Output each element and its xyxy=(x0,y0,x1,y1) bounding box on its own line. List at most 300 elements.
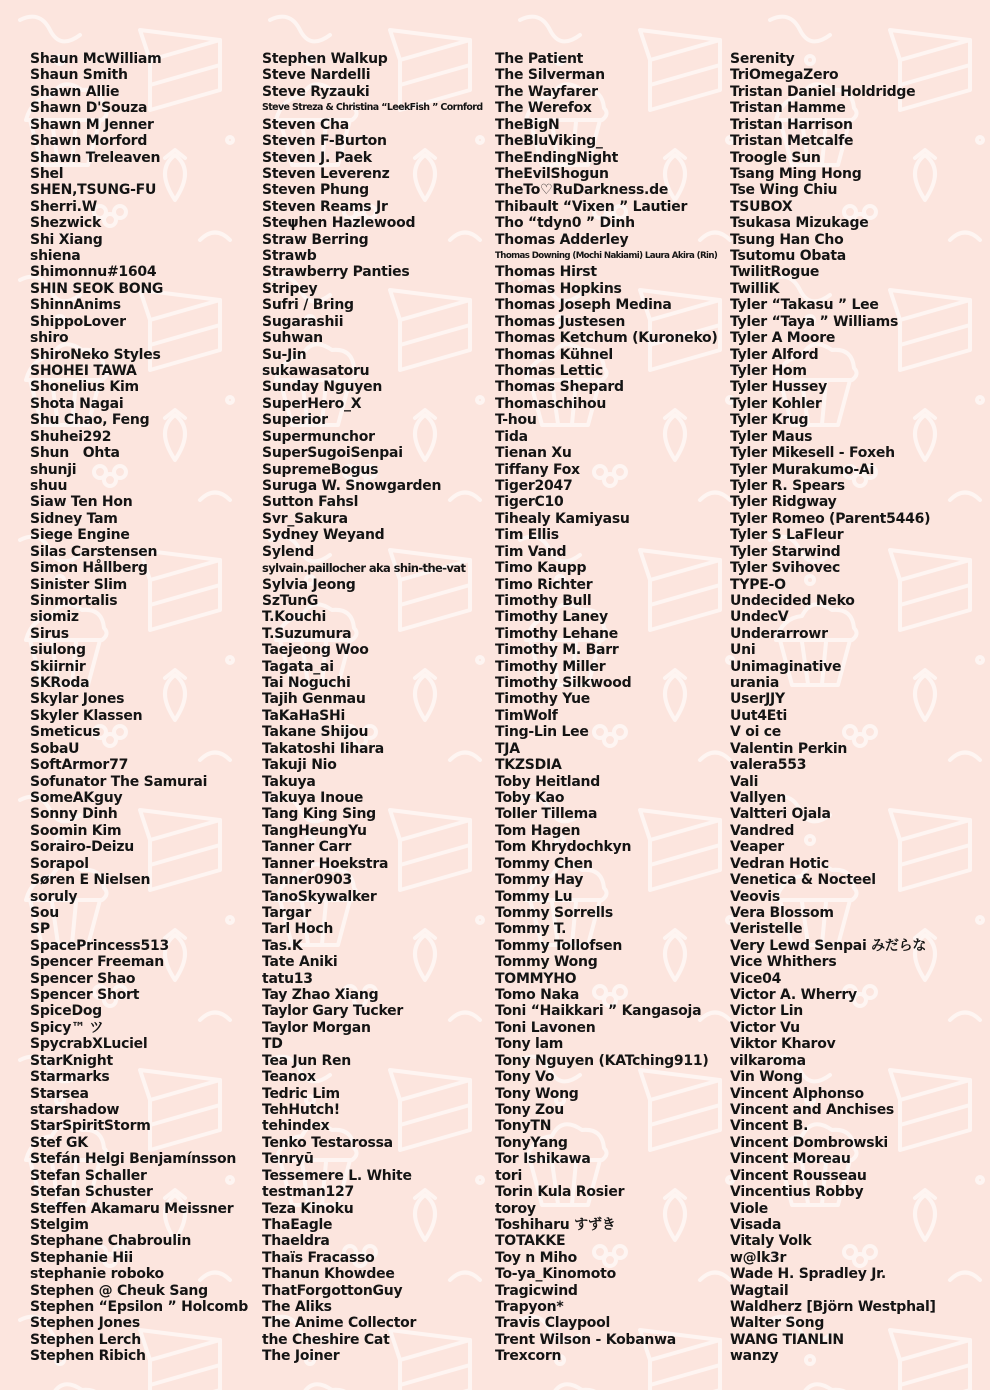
supporter-name: Straw Berring xyxy=(262,231,369,248)
supporter-name: The Joiner xyxy=(262,1348,340,1365)
supporter-name: Timothy Yue xyxy=(495,691,591,708)
supporter-name: TheEndingNight xyxy=(495,149,619,166)
supporter-name: Uni xyxy=(730,642,756,659)
supporter-name: Taylor Gary Tucker xyxy=(262,1003,404,1020)
supporter-name: Steffen Akamaru Meissner xyxy=(30,1200,234,1217)
supporter-name: Sylend xyxy=(262,543,314,560)
supporter-name: Thaeldra xyxy=(262,1233,330,1250)
supporter-name: Sherri.W xyxy=(30,198,97,215)
supporter-name: Serenity xyxy=(730,51,795,67)
supporter-name: TD xyxy=(262,1036,283,1053)
supporter-name: TKZSDIA xyxy=(495,757,562,774)
supporter-name: Tristan Harrison xyxy=(730,116,853,133)
supporter-name: siulong xyxy=(30,642,86,659)
supporter-name: Tyler Mikesell - Foxeh xyxy=(730,445,895,462)
supporter-name: Tony Nguyen (KATching911) xyxy=(495,1052,709,1069)
supporter-name: Viole xyxy=(730,1200,769,1217)
supporter-name: Trexcorn xyxy=(495,1348,562,1365)
supporter-name: SHIN SEOK BONG xyxy=(30,280,164,297)
supporter-name: Victor A. Wherry xyxy=(730,987,857,1004)
supporter-name: Stripey xyxy=(262,280,318,297)
supporter-name: Sonny Dinh xyxy=(30,806,118,823)
supporter-name: Tyler Ridgway xyxy=(730,494,837,511)
supporter-name: Spencer Shao xyxy=(30,970,136,987)
supporter-name: Steven Leverenz xyxy=(262,165,390,182)
supporter-name: Steven Phung xyxy=(262,182,369,199)
supporter-name: Shawn Allie xyxy=(30,83,120,100)
supporter-name: Tommy Sorrells xyxy=(495,904,613,921)
credits-column-4 xyxy=(730,51,986,1365)
supporter-name: siomiz xyxy=(30,609,79,626)
supporter-name: Timothy Laney xyxy=(495,609,608,626)
supporter-name: sylvain.paillocher aka shin-the-vat xyxy=(262,561,466,576)
supporter-name: SuperSugoiSenpai xyxy=(262,445,403,462)
supporter-name: Tedric Lim xyxy=(262,1085,340,1102)
supporter-name: Vedran Hotic xyxy=(730,855,829,872)
supporter-name: Smeticus xyxy=(30,724,101,741)
supporter-name: Shawn Morford xyxy=(30,133,148,150)
supporter-name: shunji xyxy=(30,461,77,478)
credits-column-2 xyxy=(262,51,488,1365)
supporter-name: sukawasatoru xyxy=(262,363,370,380)
supporter-name: Stephen Walkup xyxy=(262,51,388,67)
supporter-name: Tyler Hussey xyxy=(730,379,828,396)
supporter-name: testman127 xyxy=(262,1184,354,1201)
supporter-name: Tyler R. Spears xyxy=(730,477,845,494)
supporter-name: Spencer Short xyxy=(30,987,140,1004)
supporter-name: Suhwan xyxy=(262,330,323,347)
supporter-name: SuperHero_X xyxy=(262,395,362,412)
supporter-name: StarKnight xyxy=(30,1052,113,1069)
supporter-name: Starmarks xyxy=(30,1069,110,1086)
supporter-name: stephanie roboko xyxy=(30,1266,164,1283)
supporter-name: Veovis xyxy=(730,888,780,905)
supporter-name: Stephen Ribich xyxy=(30,1348,146,1365)
supporter-name: shiro xyxy=(30,330,69,347)
supporter-name: TangHeungYu xyxy=(262,822,367,839)
supporter-name: Spencer Freeman xyxy=(30,954,164,971)
supporter-name: Trapyon* xyxy=(495,1299,564,1316)
supporter-name: Tony Wong xyxy=(495,1085,579,1102)
supporter-name: starshadow xyxy=(30,1102,120,1118)
supporter-name: toroy xyxy=(495,1200,536,1217)
supporter-name: Vali xyxy=(730,773,759,790)
supporter-name: TYPE-O xyxy=(730,576,786,593)
supporter-name: T-hou xyxy=(495,412,537,429)
supporter-name: Victor Lin xyxy=(730,1003,803,1020)
supporter-name: Shuhei292 xyxy=(30,428,112,445)
supporter-name: TanoSkywalker xyxy=(262,888,377,905)
supporter-name: Thanun Khowdee xyxy=(262,1266,395,1283)
supporter-name: Tommy Chen xyxy=(495,855,593,872)
supporter-name: Tea Jun Ren xyxy=(262,1052,352,1069)
supporter-name: Sugarashii xyxy=(262,313,344,330)
supporter-name: Tristan Daniel Holdridge xyxy=(730,83,916,100)
supporter-name: Visada xyxy=(730,1216,782,1233)
supporter-name: TSUBOX xyxy=(730,198,793,215)
supporter-name: Tommy Tollofsen xyxy=(495,937,623,954)
supporter-name: Thaïs Fracasso xyxy=(262,1249,375,1266)
supporter-name: Tate Aniki xyxy=(262,954,338,971)
supporter-name: Teanox xyxy=(262,1069,316,1086)
supporter-name: Stelgim xyxy=(30,1216,89,1233)
supporter-name: TOTAKKE xyxy=(495,1233,566,1250)
supporter-name: Tom Hagen xyxy=(495,822,581,839)
supporter-name: WANG TIANLIN xyxy=(730,1331,844,1348)
supporter-name: shiena xyxy=(30,248,81,265)
supporter-name: Taylor Morgan xyxy=(262,1019,371,1036)
supporter-name: Tanner Carr xyxy=(262,839,352,856)
supporter-name: Vandred xyxy=(730,822,795,839)
supporter-name: Unimaginative xyxy=(730,658,842,675)
supporter-name: SpiceDog xyxy=(30,1003,102,1020)
supporter-name: Vincent Moreau xyxy=(730,1151,851,1168)
supporter-name: Tony Zou xyxy=(495,1102,565,1118)
supporter-name: Sinmortalis xyxy=(30,592,118,609)
supporter-name: Tor Ishikawa xyxy=(495,1151,591,1168)
supporter-name: SupremeBogus xyxy=(262,461,379,478)
supporter-name: Thomas Lettic xyxy=(495,363,604,380)
supporter-name: wanzy xyxy=(730,1348,779,1365)
supporter-name: Takuji Nio xyxy=(262,757,337,774)
supporter-name: TigerC10 xyxy=(495,494,564,511)
supporter-name: Suruga W. Snowgarden xyxy=(262,477,442,494)
supporter-name: Skyler Klassen xyxy=(30,707,143,724)
supporter-name: Vera Blossom xyxy=(730,904,834,921)
supporter-name: V oi ce xyxy=(730,724,782,741)
supporter-name: Victor Vu xyxy=(730,1019,800,1036)
credits-column-3 xyxy=(495,51,725,1365)
supporter-name: Stephanie Hii xyxy=(30,1249,133,1266)
supporter-name: Sofunator The Samurai xyxy=(30,773,208,790)
supporter-name: Tim Ellis xyxy=(495,527,559,544)
supporter-name: Shawn M Jenner xyxy=(30,116,154,133)
supporter-name: Toby Heitland xyxy=(495,773,601,790)
supporter-name: urania xyxy=(730,675,780,692)
supporter-name: Trent Wilson - Kobanwa xyxy=(495,1331,676,1348)
supporter-name: Stephen @ Cheuk Sang xyxy=(30,1282,208,1299)
supporter-name: Tyler Kohler xyxy=(730,395,822,412)
supporter-name: valera553 xyxy=(730,757,807,774)
supporter-name: SoftArmor77 xyxy=(30,757,129,774)
supporter-name: Thomas Joseph Medina xyxy=(495,297,672,314)
supporter-name: Supermunchor xyxy=(262,428,375,445)
supporter-name: Veristelle xyxy=(730,921,803,938)
supporter-name: Viktor Kharov xyxy=(730,1036,836,1053)
supporter-name: Tas.K xyxy=(262,937,303,954)
supporter-name: Spicy™ ツ xyxy=(30,1019,104,1036)
supporter-name: Vallyen xyxy=(730,789,786,806)
supporter-name: Thomas Hirst xyxy=(495,264,597,281)
supporter-name: Sidney Tam xyxy=(30,510,118,527)
supporter-name: Stefan Schuster xyxy=(30,1184,153,1201)
supporter-name: Sorapol xyxy=(30,855,89,872)
supporter-name: TheBigN xyxy=(495,116,560,133)
supporter-name: Tay Zhao Xiang xyxy=(262,987,379,1004)
supporter-name: Vitaly Volk xyxy=(730,1233,812,1250)
supporter-name: Takatoshi Iihara xyxy=(262,740,385,757)
supporter-name: Tiffany Fox xyxy=(495,461,580,478)
supporter-name: Tyler A Moore xyxy=(730,330,836,347)
supporter-name: Tai Noguchi xyxy=(262,675,351,692)
supporter-name: Tomo Naka xyxy=(495,987,580,1004)
supporter-name: The Wayfarer xyxy=(495,83,598,100)
supporter-name: Shezwick xyxy=(30,215,102,232)
supporter-name: Thomas Downing (Mochi Nakiami) Laura Akira (Rin) xyxy=(495,251,718,262)
supporter-name: TonyTN xyxy=(495,1118,552,1135)
supporter-name: Tony lam xyxy=(495,1036,564,1053)
supporter-name: Shonelius Kim xyxy=(30,379,139,396)
supporter-name: Shawn D'Souza xyxy=(30,100,148,117)
supporter-name: Tyler Romeo (Parent5446) xyxy=(730,510,931,527)
supporter-name: Stephane Chabroulin xyxy=(30,1233,192,1250)
supporter-name: Tommy T. xyxy=(495,921,567,938)
supporter-name: SzTunG xyxy=(262,592,319,609)
supporter-name: Sirus xyxy=(30,625,69,642)
supporter-name: Tagata_ai xyxy=(262,658,334,675)
supporter-name: Sorairo-Deizu xyxy=(30,839,134,856)
supporter-name: T.Kouchi xyxy=(262,609,326,626)
supporter-name: Toni Lavonen xyxy=(495,1019,596,1036)
supporter-name: Steve Streza & Christina “LeekFish ” Cornford xyxy=(262,102,483,114)
supporter-name: Sunday Nguyen xyxy=(262,379,383,396)
supporter-name: Strawb xyxy=(262,248,317,265)
supporter-name: Vin Wong xyxy=(730,1069,803,1086)
supporter-name: Tyler Starwind xyxy=(730,543,841,560)
supporter-name: ShinnAnims xyxy=(30,297,121,314)
supporter-name: Tse Wing Chiu xyxy=(730,182,838,199)
supporter-name: Vincent Dombrowski xyxy=(730,1134,888,1151)
supporter-name: Thomas Adderley xyxy=(495,231,629,248)
supporter-name: Steven F-Burton xyxy=(262,133,387,150)
supporter-name: SpacePrincess513 xyxy=(30,937,169,954)
supporter-name: Sylvia Jeong xyxy=(262,576,356,593)
supporter-name: The Aliks xyxy=(262,1299,332,1316)
supporter-name: Wagtail xyxy=(730,1282,789,1299)
supporter-name: Teza Kinoku xyxy=(262,1200,354,1217)
supporter-name: TwilitRogue xyxy=(730,264,820,281)
supporter-name: Steven Cha xyxy=(262,116,349,133)
supporter-name: Siaw Ten Hon xyxy=(30,494,133,511)
supporter-name: Tyler Maus xyxy=(730,428,813,445)
supporter-name: Tanner Hoekstra xyxy=(262,855,389,872)
supporter-name: SHEN,TSUNG-FU xyxy=(30,182,157,199)
supporter-name: TheEvilShogun xyxy=(495,165,609,182)
supporter-name: Torin Kula Rosier xyxy=(495,1184,625,1201)
supporter-name: Timo Richter xyxy=(495,576,593,593)
supporter-name: Tsukasa Mizukage xyxy=(730,215,869,232)
supporter-name: Undecided Neko xyxy=(730,592,855,609)
supporter-name: Tyler “Takasu ” Lee xyxy=(730,297,879,314)
supporter-name: Thibault “Vixen ” Lautier xyxy=(495,198,688,215)
supporter-name: Tarl Hoch xyxy=(262,921,334,938)
supporter-name: SomeAKguy xyxy=(30,789,123,806)
supporter-name: Shaun McWilliam xyxy=(30,51,162,67)
supporter-name: Thomas Ketchum (Kuroneko) xyxy=(495,330,718,347)
supporter-name: Very Lewd Senpai みだらな xyxy=(730,937,927,954)
supporter-name: Shawn Treleaven xyxy=(30,149,161,166)
supporter-name: TheBluViking_ xyxy=(495,133,603,150)
supporter-name: Wade H. Spradley Jr. xyxy=(730,1266,886,1283)
supporter-name: Stefán Helgi Benjamínsson xyxy=(30,1151,237,1168)
supporter-name: Stephen Jones xyxy=(30,1315,140,1332)
supporter-name: Toy n Miho xyxy=(495,1249,577,1266)
supporter-name: SpycrabXLuciel xyxy=(30,1036,148,1053)
supporter-name: Thomaschihou xyxy=(495,395,607,412)
supporter-name: Tommy Wong xyxy=(495,954,598,971)
supporter-name: The Patient xyxy=(495,51,584,67)
supporter-name: Stef GK xyxy=(30,1134,88,1151)
supporter-name: Steve Nardelli xyxy=(262,67,371,84)
supporter-name: Siege Engine xyxy=(30,527,130,544)
supporter-name: Søren E Nielsen xyxy=(30,872,151,889)
supporter-name: TheTo♡RuDarkness.de xyxy=(495,182,669,199)
supporter-name: Troogle Sun xyxy=(730,149,821,166)
supporter-name: Vincent B. xyxy=(730,1118,809,1135)
supporter-name: ShippoLover xyxy=(30,313,126,330)
supporter-name: Shota Nagai xyxy=(30,395,124,412)
supporter-name: T.Suzumura xyxy=(262,625,352,642)
supporter-name: Tyler “Taya ” Williams xyxy=(730,313,899,330)
supporter-name: Tida xyxy=(495,428,528,445)
supporter-name: Tenko Testarossa xyxy=(262,1134,393,1151)
supporter-name: Steven Reams Jr xyxy=(262,198,388,215)
supporter-name: Thomas Shepard xyxy=(495,379,624,396)
supporter-name: Timo Kaupp xyxy=(495,560,587,577)
supporter-name: TwilliK xyxy=(730,280,780,297)
supporter-name: ThaEagle xyxy=(262,1216,333,1233)
supporter-name: Tessemere L. White xyxy=(262,1167,412,1184)
supporter-name: Tang King Sing xyxy=(262,806,376,823)
supporter-name: Tristan Metcalfe xyxy=(730,133,854,150)
supporter-name: Vincentius Robby xyxy=(730,1184,864,1201)
supporter-name: Thomas Kühnel xyxy=(495,346,613,363)
supporter-name: Sydney Weyand xyxy=(262,527,385,544)
supporter-name: Tristan Hamme xyxy=(730,100,846,117)
supporter-name: SP xyxy=(30,921,50,938)
supporter-name: Tiger2047 xyxy=(495,477,573,494)
supporter-name: Timothy Miller xyxy=(495,658,606,675)
supporter-name: Toby Kao xyxy=(495,789,565,806)
supporter-name: Tony Vo xyxy=(495,1069,555,1086)
supporter-name: Tyler Krug xyxy=(730,412,809,429)
supporter-name: Stephen “Epsilon ” Holcomb xyxy=(30,1299,249,1316)
supporter-name: Shaun Smith xyxy=(30,67,128,84)
supporter-name: Walter Song xyxy=(730,1315,825,1332)
supporter-name: Vincent and Anchises xyxy=(730,1102,895,1118)
supporter-name: Superior xyxy=(262,412,328,429)
supporter-name: Tenryū xyxy=(262,1151,314,1168)
supporter-name: Tyler Svihovec xyxy=(730,560,841,577)
supporter-name: Underarrowr xyxy=(730,625,828,642)
supporter-name: tori xyxy=(495,1167,523,1184)
supporter-name: Starsea xyxy=(30,1085,89,1102)
supporter-name: Su-Jin xyxy=(262,346,307,363)
supporter-name: Tsang Ming Hong xyxy=(730,165,862,182)
supporter-name: Tanner0903 xyxy=(262,872,352,889)
supporter-name: Tyler Alford xyxy=(730,346,819,363)
supporter-name: Sinister Slim xyxy=(30,576,127,593)
supporter-name: TaKaHaSHi xyxy=(262,707,346,724)
supporter-name: Soomin Kim xyxy=(30,822,122,839)
supporter-name: Tom Khrydochkyn xyxy=(495,839,632,856)
supporter-name: tehindex xyxy=(262,1118,330,1135)
supporter-name: Venetica & Nocteel xyxy=(730,872,876,889)
supporter-name: Thomas Hopkins xyxy=(495,280,622,297)
supporter-name: Tho “tdyn0 ” Dinh xyxy=(495,215,635,232)
supporter-name: Toni “Haikkari ” Kangasoja xyxy=(495,1003,702,1020)
supporter-name: SKRoda xyxy=(30,675,90,692)
supporter-name: The Werefox xyxy=(495,100,592,117)
supporter-name: TehHutch! xyxy=(262,1102,340,1118)
supporter-name: Sou xyxy=(30,904,59,921)
supporter-name: ThatForgottonGuy xyxy=(262,1282,403,1299)
supporter-name: TJA xyxy=(495,740,520,757)
supporter-name: Steve Ryzauki xyxy=(262,83,370,100)
supporter-name: Stefan Schaller xyxy=(30,1167,147,1184)
supporter-name: Valtteri Ojala xyxy=(730,806,831,823)
supporter-name: Vincent Alphonso xyxy=(730,1085,864,1102)
supporter-name: Tihealy Kamiyasu xyxy=(495,510,630,527)
supporter-name: Strawberry Panties xyxy=(262,264,410,281)
supporter-name: The Silverman xyxy=(495,67,605,84)
supporter-name: Steven J. Paek xyxy=(262,149,372,166)
supporter-name: TimWolf xyxy=(495,707,558,724)
supporter-name: vilkaroma xyxy=(730,1052,806,1069)
credits-column-1 xyxy=(30,51,256,1365)
supporter-name: Tajih Genmau xyxy=(262,691,366,708)
supporter-name: Tsung Han Cho xyxy=(730,231,844,248)
supporter-name: UserJJY xyxy=(730,691,785,708)
supporter-name: Uut4Eti xyxy=(730,707,788,724)
supporter-name: Timothy M. Barr xyxy=(495,642,619,659)
supporter-name: Veaper xyxy=(730,839,784,856)
supporter-name: UndecV xyxy=(730,609,789,626)
supporter-name: Simon Hållberg xyxy=(30,560,148,577)
supporter-name: SHOHEI TAWA xyxy=(30,363,137,380)
supporter-name: Skiirnir xyxy=(30,658,86,675)
supporter-name: Toller Tillema xyxy=(495,806,598,823)
supporter-name: Vincent Rousseau xyxy=(730,1167,867,1184)
supporter-name: Taejeong Woo xyxy=(262,642,369,659)
supporter-name: SobaU xyxy=(30,740,80,757)
supporter-name: Vice04 xyxy=(730,970,782,987)
supporter-name: Travis Claypool xyxy=(495,1315,611,1332)
supporter-name: Shu Chao, Feng xyxy=(30,412,150,429)
supporter-name: Tommy Hay xyxy=(495,872,584,889)
supporter-name: w@lk3r xyxy=(730,1249,787,1266)
supporter-name: Valentin Perkin xyxy=(730,740,848,757)
supporter-name: the Cheshire Cat xyxy=(262,1331,390,1348)
supporter-name: Timothy Lehane xyxy=(495,625,619,642)
supporter-name: Shimonnu#1604 xyxy=(30,264,157,281)
supporter-name: Tienan Xu xyxy=(495,445,572,462)
supporter-name: Waldherz [Björn Westphal] xyxy=(730,1299,936,1316)
supporter-name: Silas Carstensen xyxy=(30,543,158,560)
supporter-name: Toshiharu すずき xyxy=(495,1216,616,1233)
supporter-name: Ting-Lin Lee xyxy=(495,724,589,741)
supporter-name: TOMMYHO xyxy=(495,970,577,987)
supporter-name: Takane Shijou xyxy=(262,724,369,741)
supporter-name: Tyler Murakumo-Ai xyxy=(730,461,875,478)
supporter-name: Steψhen Hazlewood xyxy=(262,215,416,232)
supporter-name: TriOmegaZero xyxy=(730,67,839,84)
supporter-name: Sutton Fahsl xyxy=(262,494,359,511)
supporter-name: Shi Xiang xyxy=(30,231,103,248)
supporter-name: Tyler Hom xyxy=(730,363,807,380)
supporter-name: Tragicwind xyxy=(495,1282,578,1299)
supporter-name: Takuya Inoue xyxy=(262,789,364,806)
